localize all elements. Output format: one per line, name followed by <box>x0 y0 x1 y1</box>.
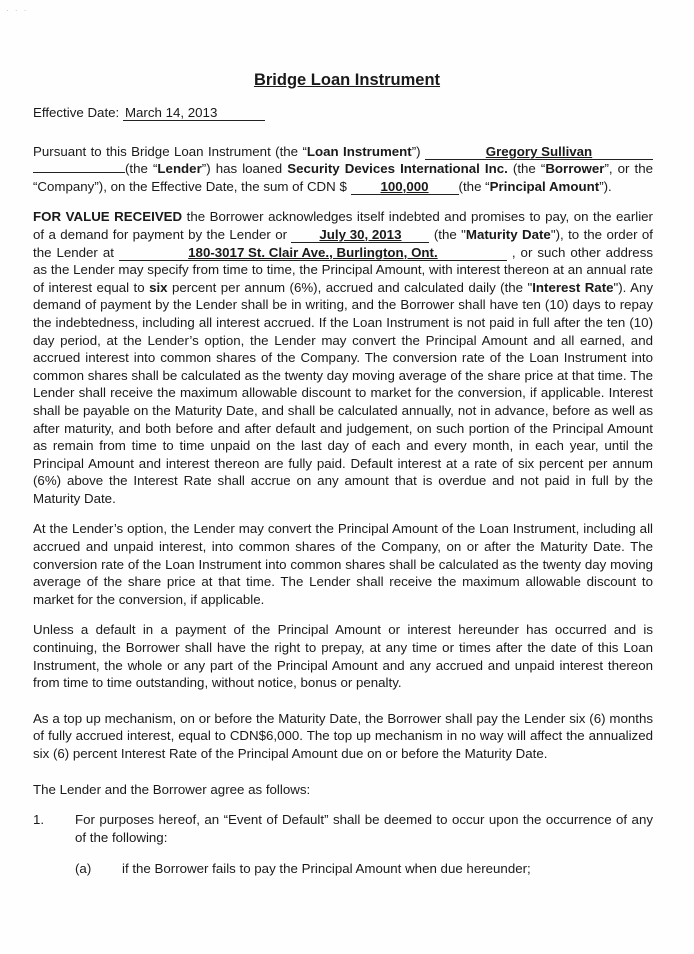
lender-name: Gregory Sullivan <box>485 143 593 159</box>
paragraph-loan-intro: Pursuant to this Bridge Loan Instrument (the “Loan Instrument”) Gregory Sullivan (the “Lender”) has loaned Security Devices International Inc. (the “Borrower”, or the “Company”), on the Effective Date, the sum of CDN $ 100,000 (the “Principal Amount”). <box>33 143 654 194</box>
principal-amount: 100,000 <box>380 178 429 194</box>
document-title: Bridge Loan Instrument <box>253 71 441 89</box>
document-body <box>33 104 653 878</box>
paragraph-top-up: As a top up mechanism, on or before the Maturity Date, the Borrower shall pay the Lender six (6) months of fully accrued interest, equal to CDN$6,000. The top up mechanism in no way will affect the annualized six (6) percent Interest Rate of the Principal Amount due on or before the Maturity Date. <box>33 710 653 761</box>
scan-mark: · · · <box>6 6 29 15</box>
effective-date-field <box>123 105 265 121</box>
effective-date-value: March 14, 2013 <box>124 105 218 120</box>
list-item-1-number: 1. <box>33 812 45 828</box>
paragraph-prepayment: Unless a default in a payment of the Principal Amount or interest hereunder has occurred and is continuing, the Borrower shall have the right to prepay, at any time or times after the date of this Loan Instrument, the whole or any part of the Principal Amount and any accrued and unpaid interest thereon from time to time outstanding, without notice, bonus or penalty. <box>33 622 653 691</box>
list-item-1a-text: if the Borrower fails to pay the Principal Amount when due hereunder; <box>122 861 531 877</box>
lender-name-field <box>425 144 653 160</box>
paragraph-agreement: The Lender and the Borrower agree as follows: <box>33 781 311 797</box>
paragraph-conversion: At the Lender’s option, the Lender may convert the Principal Amount of the Loan Instrument, including all accrued and unpaid interest, into common shares of the Company, on or after the Maturity Date. The conversion rate of the Loan Instrument into common shares shall be calculated as the twenty day moving average of the share price at that time. The Lender shall receive the maximum allowable discount to market for the conversion, if applicable. <box>33 521 653 607</box>
list-item-1 <box>33 811 653 846</box>
lender-name-continuation <box>33 172 125 173</box>
effective-date-label: Effective Date: <box>33 105 120 120</box>
list-item-1a-label: (a) <box>75 861 92 877</box>
paragraph-value-received: FOR VALUE RECEIVED the Borrower acknowledges itself indebted and promises to pay, on the earlier of a demand for payment by the Lender or July 30, 2013 (the "Maturity Date"), to the order of the Lender at 180-3017 St. Clair Ave., Burlington, Ont. , or such other address as the Lender may specify from time to time, the Principal Amount, with interest thereon at an annual rate of interest equal to six percent per annum (6%), accrued and calculated daily (the "Interest Rate"). Any demand of payment by the Lender shall be in writing, and the Borrower shall have ten (10) days to repay the indebtedness, including all interest accrued. If the Loan Instrument is not paid in full after the ten (10) day period, at the Lender’s option, the Lender may convert the Principal Amount and all earned, and accrued interest into common shares of the Company. The conversion rate of the Loan Instrument into common shares shall be calculated as the twenty day moving average of the share price at that time. The Lender shall receive the maximum allowable discount to market for the conversion, if applicable. Interest shall be payable on the Maturity Date, and shall be calculated annually, not in advance, before as well as after maturity, and both before and after default and judgement, on such portion of the Principal Amount as remain from time to time unpaid on the last day of each and every month, in each year, until the Principal Amount and interest thereon are fully paid. Default interest at a rate of six percent per annum (6%) above the Interest Rate shall accrue on any amount that is overdue and not paid in full by the Maturity Date. <box>33 209 654 506</box>
effective-date-line <box>33 104 653 122</box>
list-item-1-text: For purposes hereof, an “Event of Default” shall be deemed to occur upon the occurrence of any of the following: <box>75 812 653 845</box>
list-item-1a <box>75 860 653 878</box>
maturity-date-field <box>291 227 429 243</box>
principal-amount-field <box>351 179 459 195</box>
lender-address-field <box>119 245 507 261</box>
maturity-date: July 30, 2013 <box>319 226 402 242</box>
lender-address: 180-3017 St. Clair Ave., Burlington, Ont. <box>188 244 438 260</box>
